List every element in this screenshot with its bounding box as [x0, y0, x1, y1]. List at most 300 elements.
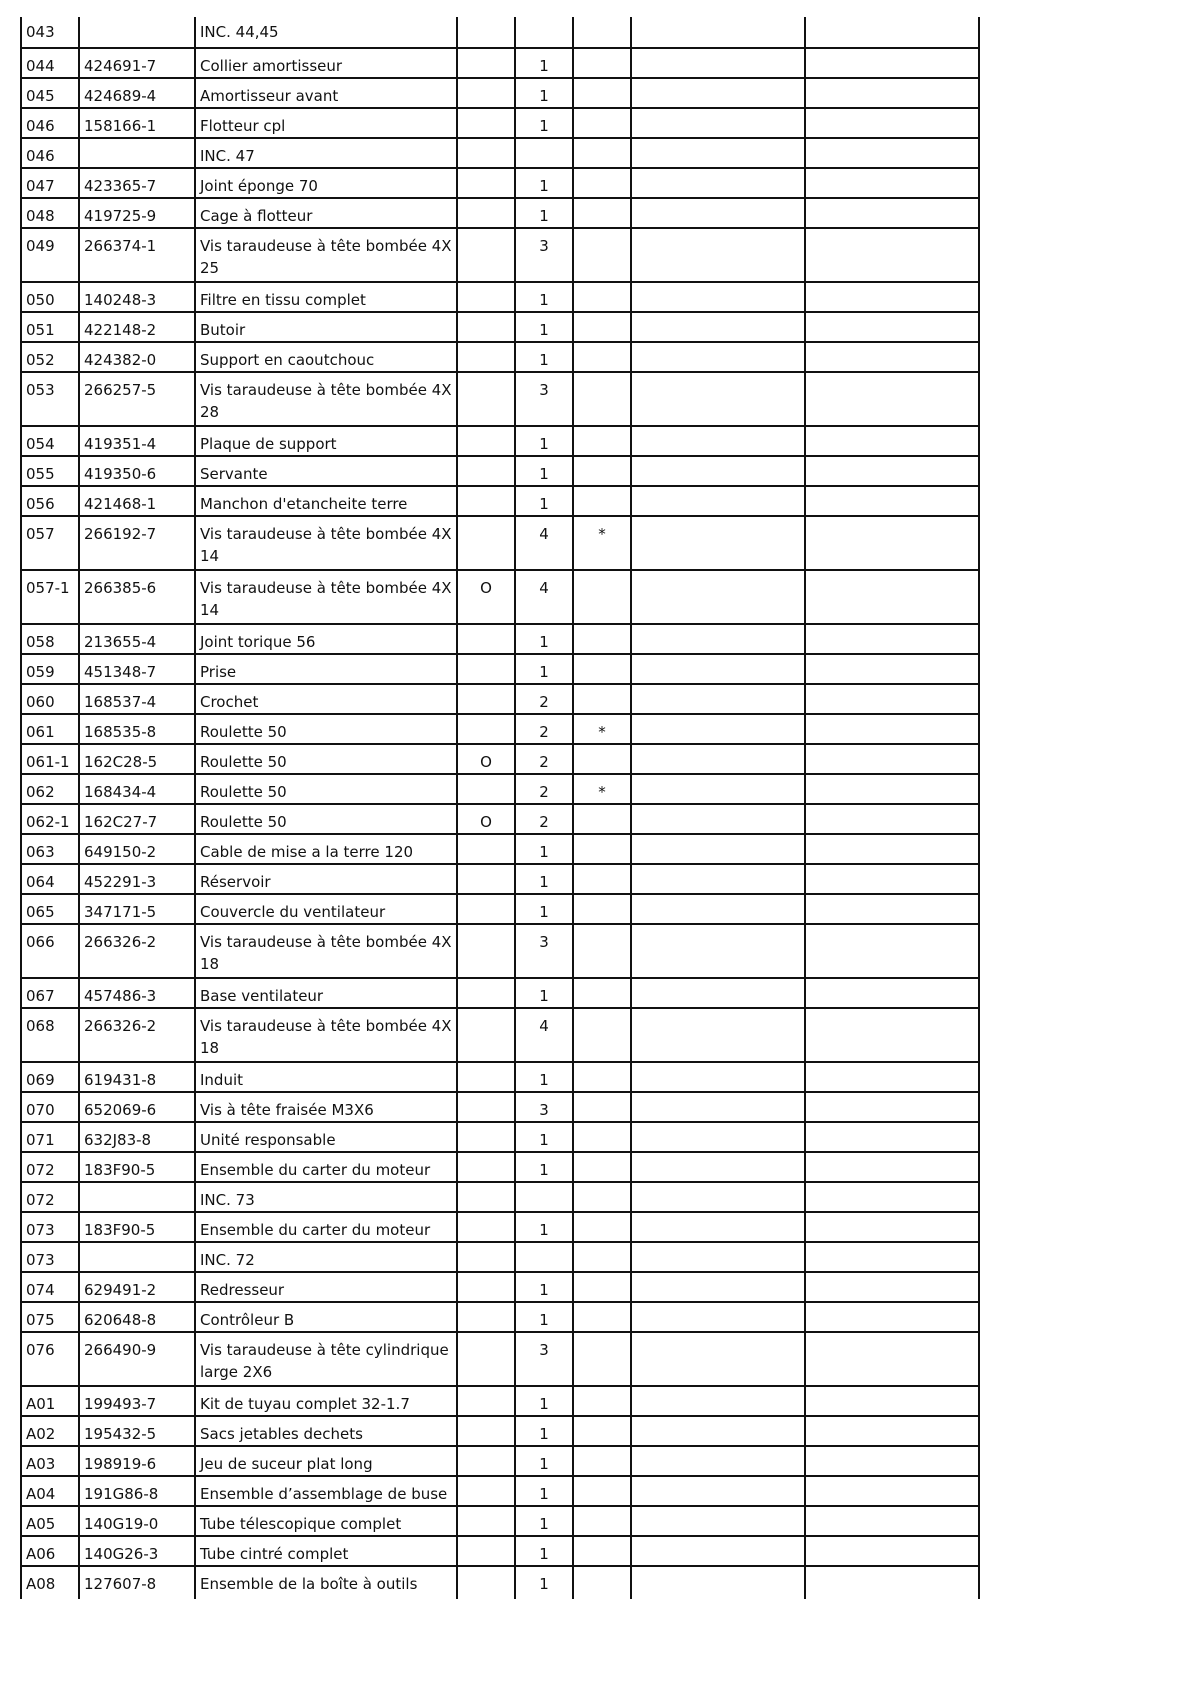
blank-cell [631, 744, 805, 774]
option-cell [457, 372, 515, 426]
note-cell [573, 1332, 631, 1386]
note-cell [573, 1446, 631, 1476]
blank-cell [805, 198, 979, 228]
quantity-cell: 2 [515, 684, 573, 714]
blank-cell [805, 1476, 979, 1506]
part-number-cell: 422148-2 [79, 312, 195, 342]
note-cell [573, 1182, 631, 1212]
description-cell: Vis taraudeuse à tête bombée 4X 28 [195, 372, 457, 426]
item-number-cell: 058 [21, 624, 79, 654]
description-cell: Roulette 50 [195, 744, 457, 774]
item-number-cell: 063 [21, 834, 79, 864]
part-number-cell: 266385-6 [79, 570, 195, 624]
blank-cell [805, 1242, 979, 1272]
quantity-cell: 1 [515, 1212, 573, 1242]
part-number-cell: 266374-1 [79, 228, 195, 282]
quantity-cell: 4 [515, 570, 573, 624]
part-number-cell: 652069-6 [79, 1092, 195, 1122]
description-cell: INC. 47 [195, 138, 457, 168]
description-cell: Crochet [195, 684, 457, 714]
part-number-cell: 452291-3 [79, 864, 195, 894]
blank-cell [805, 456, 979, 486]
quantity-cell: 1 [515, 654, 573, 684]
note-cell [573, 1272, 631, 1302]
option-cell [457, 1062, 515, 1092]
description-cell: Ensemble d’assemblage de buse [195, 1476, 457, 1506]
description-cell: Vis à tête fraisée M3X6 [195, 1092, 457, 1122]
description-cell: Ensemble de la boîte à outils [195, 1566, 457, 1599]
option-cell [457, 624, 515, 654]
description-cell: Kit de tuyau complet 32-1.7 [195, 1386, 457, 1416]
table-row [21, 1152, 979, 1182]
blank-cell [631, 228, 805, 282]
option-cell [457, 1416, 515, 1446]
quantity-cell [515, 1182, 573, 1212]
table-row [21, 1008, 979, 1062]
description-cell: Amortisseur avant [195, 78, 457, 108]
description-cell: Support en caoutchouc [195, 342, 457, 372]
quantity-cell: 1 [515, 1506, 573, 1536]
table-row [21, 48, 979, 78]
quantity-cell: 2 [515, 714, 573, 744]
table-row [21, 372, 979, 426]
part-number-cell: 421468-1 [79, 486, 195, 516]
item-number-cell: 072 [21, 1152, 79, 1182]
description-cell: Redresseur [195, 1272, 457, 1302]
part-number-cell: 266490-9 [79, 1332, 195, 1386]
part-number-cell: 140G19-0 [79, 1506, 195, 1536]
item-number-cell: 056 [21, 486, 79, 516]
part-number-cell [79, 1242, 195, 1272]
blank-cell [631, 1272, 805, 1302]
blank-cell [631, 1446, 805, 1476]
table-row [21, 342, 979, 372]
blank-cell [805, 1212, 979, 1242]
description-cell: INC. 44,45 [195, 17, 457, 48]
item-number-cell: 044 [21, 48, 79, 78]
item-number-cell: 050 [21, 282, 79, 312]
item-number-cell: 062-1 [21, 804, 79, 834]
parts-list-page [20, 17, 980, 1599]
quantity-cell: 4 [515, 516, 573, 570]
item-number-cell: 046 [21, 138, 79, 168]
note-cell [573, 486, 631, 516]
part-number-cell: 649150-2 [79, 834, 195, 864]
table-row [21, 1092, 979, 1122]
table-row [21, 138, 979, 168]
blank-cell [805, 282, 979, 312]
part-number-cell: 266326-2 [79, 924, 195, 978]
quantity-cell: 3 [515, 1092, 573, 1122]
option-cell [457, 684, 515, 714]
table-row [21, 624, 979, 654]
parts-table-body [21, 17, 979, 1599]
option-cell [457, 1008, 515, 1062]
note-cell [573, 1506, 631, 1536]
note-cell [573, 372, 631, 426]
blank-cell [631, 1566, 805, 1599]
item-number-cell: A08 [21, 1566, 79, 1599]
blank-cell [805, 486, 979, 516]
blank-cell [631, 426, 805, 456]
part-number-cell: 213655-4 [79, 624, 195, 654]
part-number-cell: 457486-3 [79, 978, 195, 1008]
note-cell [573, 654, 631, 684]
option-cell [457, 1182, 515, 1212]
blank-cell [631, 516, 805, 570]
table-row [21, 1506, 979, 1536]
blank-cell [805, 834, 979, 864]
option-cell [457, 1476, 515, 1506]
option-cell [457, 426, 515, 456]
part-number-cell: 195432-5 [79, 1416, 195, 1446]
blank-cell [805, 1008, 979, 1062]
note-cell [573, 282, 631, 312]
table-row [21, 1566, 979, 1599]
item-number-cell: 051 [21, 312, 79, 342]
part-number-cell: 199493-7 [79, 1386, 195, 1416]
note-cell [573, 456, 631, 486]
table-row [21, 1416, 979, 1446]
note-cell [573, 1416, 631, 1446]
note-cell: * [573, 714, 631, 744]
note-cell [573, 426, 631, 456]
blank-cell [631, 78, 805, 108]
quantity-cell: 1 [515, 1122, 573, 1152]
description-cell: Tube cintré complet [195, 1536, 457, 1566]
item-number-cell: 073 [21, 1242, 79, 1272]
item-number-cell: 073 [21, 1212, 79, 1242]
item-number-cell: 062 [21, 774, 79, 804]
table-row [21, 1242, 979, 1272]
quantity-cell: 3 [515, 228, 573, 282]
part-number-cell: 266257-5 [79, 372, 195, 426]
note-cell [573, 342, 631, 372]
description-cell: Joint éponge 70 [195, 168, 457, 198]
blank-cell [631, 1536, 805, 1566]
table-row [21, 1536, 979, 1566]
note-cell [573, 978, 631, 1008]
blank-cell [631, 1008, 805, 1062]
table-row [21, 1212, 979, 1242]
option-cell [457, 654, 515, 684]
blank-cell [631, 1386, 805, 1416]
option-cell: O [457, 570, 515, 624]
note-cell [573, 108, 631, 138]
note-cell [573, 1008, 631, 1062]
blank-cell [805, 1416, 979, 1446]
blank-cell [805, 894, 979, 924]
table-row [21, 924, 979, 978]
item-number-cell: 072 [21, 1182, 79, 1212]
option-cell [457, 108, 515, 138]
description-cell: Ensemble du carter du moteur [195, 1152, 457, 1182]
option-cell [457, 864, 515, 894]
blank-cell [631, 624, 805, 654]
blank-cell [805, 1506, 979, 1536]
quantity-cell: 1 [515, 1566, 573, 1599]
part-number-cell: 629491-2 [79, 1272, 195, 1302]
description-cell: Tube télescopique complet [195, 1506, 457, 1536]
blank-cell [631, 1416, 805, 1446]
quantity-cell: 1 [515, 894, 573, 924]
note-cell [573, 48, 631, 78]
option-cell [457, 78, 515, 108]
quantity-cell: 1 [515, 1152, 573, 1182]
note-cell [573, 1476, 631, 1506]
option-cell [457, 1242, 515, 1272]
option-cell [457, 1122, 515, 1152]
quantity-cell [515, 138, 573, 168]
part-number-cell: 424689-4 [79, 78, 195, 108]
blank-cell [631, 654, 805, 684]
table-row [21, 456, 979, 486]
part-number-cell: 266192-7 [79, 516, 195, 570]
part-number-cell: 419725-9 [79, 198, 195, 228]
blank-cell [805, 168, 979, 198]
quantity-cell: 1 [515, 834, 573, 864]
note-cell [573, 78, 631, 108]
blank-cell [631, 1182, 805, 1212]
quantity-cell: 1 [515, 282, 573, 312]
note-cell [573, 168, 631, 198]
table-row [21, 486, 979, 516]
table-row [21, 198, 979, 228]
item-number-cell: 059 [21, 654, 79, 684]
table-row [21, 108, 979, 138]
blank-cell [631, 1242, 805, 1272]
item-number-cell: 047 [21, 168, 79, 198]
quantity-cell: 1 [515, 48, 573, 78]
description-cell: Roulette 50 [195, 714, 457, 744]
item-number-cell: 075 [21, 1302, 79, 1332]
quantity-cell: 4 [515, 1008, 573, 1062]
note-cell [573, 1302, 631, 1332]
option-cell [457, 456, 515, 486]
item-number-cell: 065 [21, 894, 79, 924]
note-cell [573, 1062, 631, 1092]
item-number-cell: 049 [21, 228, 79, 282]
blank-cell [805, 1446, 979, 1476]
item-number-cell: 046 [21, 108, 79, 138]
item-number-cell: 070 [21, 1092, 79, 1122]
table-row [21, 744, 979, 774]
option-cell [457, 17, 515, 48]
blank-cell [631, 456, 805, 486]
option-cell [457, 342, 515, 372]
note-cell [573, 624, 631, 654]
blank-cell [805, 1182, 979, 1212]
blank-cell [805, 342, 979, 372]
option-cell [457, 1302, 515, 1332]
blank-cell [631, 714, 805, 744]
table-row [21, 516, 979, 570]
blank-cell [805, 1272, 979, 1302]
description-cell: Induit [195, 1062, 457, 1092]
blank-cell [631, 1062, 805, 1092]
description-cell: Vis taraudeuse à tête bombée 4X 18 [195, 1008, 457, 1062]
option-cell [457, 1536, 515, 1566]
blank-cell [631, 282, 805, 312]
option-cell [457, 894, 515, 924]
note-cell [573, 924, 631, 978]
part-number-cell: 162C27-7 [79, 804, 195, 834]
quantity-cell: 3 [515, 372, 573, 426]
blank-cell [805, 228, 979, 282]
blank-cell [805, 426, 979, 456]
table-row [21, 1332, 979, 1386]
description-cell: Cable de mise a la terre 120 [195, 834, 457, 864]
blank-cell [631, 1506, 805, 1536]
table-row [21, 654, 979, 684]
note-cell [573, 834, 631, 864]
item-number-cell: 053 [21, 372, 79, 426]
table-row [21, 228, 979, 282]
note-cell: * [573, 516, 631, 570]
quantity-cell: 1 [515, 1386, 573, 1416]
item-number-cell: A06 [21, 1536, 79, 1566]
part-number-cell: 619431-8 [79, 1062, 195, 1092]
blank-cell [805, 1122, 979, 1152]
option-cell [457, 1446, 515, 1476]
quantity-cell: 1 [515, 1536, 573, 1566]
option-cell [457, 516, 515, 570]
table-row [21, 714, 979, 744]
description-cell: Roulette 50 [195, 774, 457, 804]
part-number-cell: 158166-1 [79, 108, 195, 138]
part-number-cell: 424382-0 [79, 342, 195, 372]
part-number-cell: 266326-2 [79, 1008, 195, 1062]
note-cell [573, 684, 631, 714]
option-cell [457, 1272, 515, 1302]
note-cell [573, 228, 631, 282]
option-cell [457, 1566, 515, 1599]
part-number-cell [79, 17, 195, 48]
description-cell: Jeu de suceur plat long [195, 1446, 457, 1476]
note-cell [573, 1242, 631, 1272]
description-cell: Cage à flotteur [195, 198, 457, 228]
blank-cell [805, 108, 979, 138]
blank-cell [805, 1536, 979, 1566]
quantity-cell: 1 [515, 456, 573, 486]
blank-cell [805, 1386, 979, 1416]
description-cell: INC. 73 [195, 1182, 457, 1212]
blank-cell [805, 684, 979, 714]
quantity-cell: 1 [515, 342, 573, 372]
option-cell [457, 1092, 515, 1122]
description-cell: Couvercle du ventilateur [195, 894, 457, 924]
blank-cell [631, 774, 805, 804]
quantity-cell: 1 [515, 1062, 573, 1092]
note-cell [573, 138, 631, 168]
quantity-cell: 1 [515, 1446, 573, 1476]
option-cell [457, 1386, 515, 1416]
item-number-cell: 043 [21, 17, 79, 48]
part-number-cell: 347171-5 [79, 894, 195, 924]
blank-cell [805, 312, 979, 342]
blank-cell [805, 774, 979, 804]
description-cell: Vis taraudeuse à tête bombée 4X 14 [195, 516, 457, 570]
item-number-cell: A04 [21, 1476, 79, 1506]
blank-cell [805, 372, 979, 426]
blank-cell [631, 1332, 805, 1386]
item-number-cell: 061-1 [21, 744, 79, 774]
blank-cell [631, 1092, 805, 1122]
item-number-cell: 067 [21, 978, 79, 1008]
blank-cell [631, 168, 805, 198]
item-number-cell: A05 [21, 1506, 79, 1536]
blank-cell [805, 654, 979, 684]
description-cell: Roulette 50 [195, 804, 457, 834]
part-number-cell: 424691-7 [79, 48, 195, 78]
table-row [21, 1272, 979, 1302]
blank-cell [631, 924, 805, 978]
item-number-cell: 076 [21, 1332, 79, 1386]
blank-cell [631, 894, 805, 924]
quantity-cell [515, 1242, 573, 1272]
note-cell [573, 864, 631, 894]
blank-cell [631, 48, 805, 78]
part-number-cell: 419350-6 [79, 456, 195, 486]
note-cell [573, 1536, 631, 1566]
part-number-cell: 168535-8 [79, 714, 195, 744]
part-number-cell [79, 138, 195, 168]
quantity-cell: 2 [515, 804, 573, 834]
part-number-cell: 451348-7 [79, 654, 195, 684]
table-row [21, 978, 979, 1008]
item-number-cell: 061 [21, 714, 79, 744]
part-number-cell: 183F90-5 [79, 1152, 195, 1182]
option-cell [457, 486, 515, 516]
blank-cell [631, 1302, 805, 1332]
item-number-cell: A03 [21, 1446, 79, 1476]
item-number-cell: A02 [21, 1416, 79, 1446]
option-cell [457, 138, 515, 168]
option-cell [457, 198, 515, 228]
description-cell: Unité responsable [195, 1122, 457, 1152]
note-cell [573, 570, 631, 624]
part-number-cell: 162C28-5 [79, 744, 195, 774]
table-row [21, 1476, 979, 1506]
quantity-cell: 1 [515, 864, 573, 894]
item-number-cell: 071 [21, 1122, 79, 1152]
part-number-cell: 632J83-8 [79, 1122, 195, 1152]
option-cell [457, 924, 515, 978]
item-number-cell: 066 [21, 924, 79, 978]
quantity-cell: 1 [515, 426, 573, 456]
item-number-cell: 060 [21, 684, 79, 714]
description-cell: Contrôleur B [195, 1302, 457, 1332]
description-cell: Vis taraudeuse à tête bombée 4X 14 [195, 570, 457, 624]
quantity-cell: 3 [515, 924, 573, 978]
blank-cell [805, 1062, 979, 1092]
item-number-cell: 064 [21, 864, 79, 894]
table-row [21, 774, 979, 804]
parts-table [20, 17, 980, 1599]
quantity-cell: 1 [515, 978, 573, 1008]
part-number-cell: 620648-8 [79, 1302, 195, 1332]
note-cell [573, 1092, 631, 1122]
option-cell [457, 168, 515, 198]
quantity-cell: 1 [515, 108, 573, 138]
table-row [21, 834, 979, 864]
blank-cell [805, 516, 979, 570]
table-row [21, 282, 979, 312]
blank-cell [805, 924, 979, 978]
blank-cell [805, 1566, 979, 1599]
description-cell: Vis taraudeuse à tête bombée 4X 18 [195, 924, 457, 978]
part-number-cell: 198919-6 [79, 1446, 195, 1476]
